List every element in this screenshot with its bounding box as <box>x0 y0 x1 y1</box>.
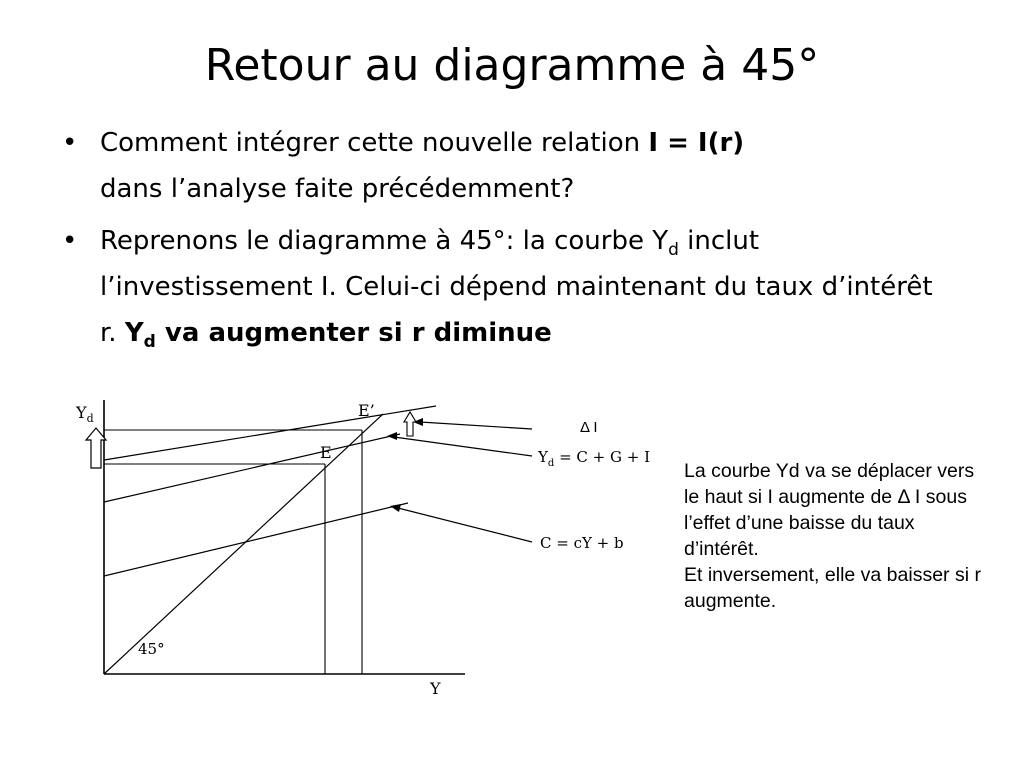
bullet-item-1 <box>62 120 942 212</box>
pointer-delta-i <box>420 422 532 429</box>
bullet-2-bold-a: Y <box>124 318 144 348</box>
x-axis-label: Y <box>430 679 441 698</box>
yd-shift-up-arrow-icon <box>86 428 106 468</box>
slide-title: Retour au diagramme à 45° <box>204 40 820 91</box>
side-note-line-2: Et inversement, elle va baisser si r augmente. <box>684 564 981 612</box>
bullet-1-text-b: dans l’analyse faite précédemment? <box>100 174 575 204</box>
c-curve-label: C = cY + b <box>540 534 624 552</box>
angle-45-label: 45° <box>138 640 165 658</box>
point-e-prime-label: E’ <box>358 401 375 420</box>
bullet-dot-icon: • <box>62 226 78 256</box>
delta-i-up-arrow-icon <box>404 412 416 436</box>
curve-yd-shifted <box>104 406 436 460</box>
bullet-2-bold-sub: d <box>143 332 156 353</box>
side-note-line-1: La courbe Yd va se déplacer vers le haut si I augmente de Δ I sous l’effet d’une baisse du taux d’intérêt. <box>684 460 975 560</box>
bullet-2-text-a: Reprenons le diagramme à 45°: la courbe Y <box>100 226 669 256</box>
bullet-2-bold-b: va augmenter si r diminue <box>155 318 552 348</box>
curve-yd <box>104 434 400 502</box>
bullet-list <box>62 120 942 362</box>
bullet-2-sub-a: d <box>668 240 679 261</box>
delta-i-label: Δ I <box>580 419 598 436</box>
y-axis-label: $Y_d$ <box>76 403 94 425</box>
bullet-2-text-b: inclut l’investissement I. Celui-ci dépend maintenant du taux d’intérêt r. <box>100 226 933 348</box>
bullet-1-bold: I = I(r) <box>648 128 745 158</box>
keynesian-cross-diagram <box>70 392 670 712</box>
side-note <box>684 458 984 614</box>
pointer-yd <box>394 437 532 456</box>
bullet-item-2 <box>62 218 942 356</box>
bullet-dot-icon: • <box>62 128 78 158</box>
pointer-c <box>398 508 532 542</box>
pointer-yd-head-icon <box>387 432 397 440</box>
bullet-2-bold <box>124 318 552 353</box>
bullet-1-text-a: Comment intégrer cette nouvelle relation <box>100 128 649 158</box>
yd-curve-label: $Y_d = C + G + I$ <box>538 448 651 469</box>
pointer-c-head-icon <box>390 504 401 512</box>
point-e-label: E <box>320 443 332 462</box>
